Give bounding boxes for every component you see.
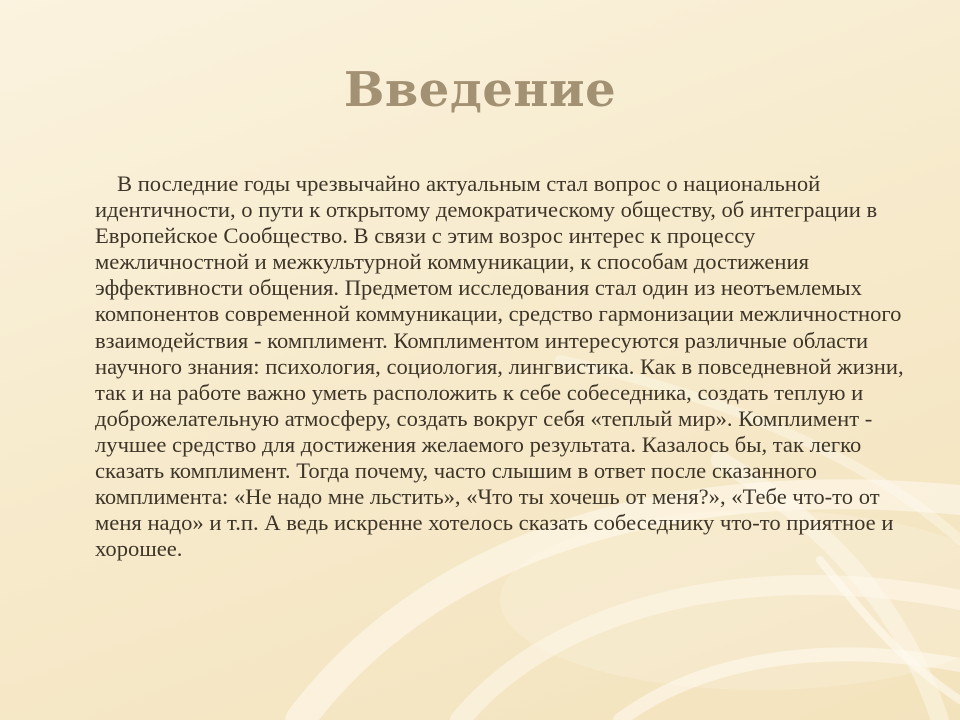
slide-body-text: В последние годы чрезвычайно актуальным стал вопрос о национальной идентичности, о пути к открытому демократическому обществу, об интеграции в Европейское Сообщество. В связи с этим возрос интерес к процессу межличностной и межкультурной коммуникации, к способам достижения эффективности общения. Предметом исследования стал один из неотъемлемых компонентов современной коммуникации, средство гармонизации межличностного взаимодействия - комплимент. Комплиментом интересуются различные области научного знания: психология, социология, лингвистика. Как в повседневной жизни, так и на работе важно уметь расположить к себе собеседника, создать теплую и доброжелательную атмосферу, создать вокруг себя «теплый мир». Комплимент - лучшее средство для достижения желаемого результата. Казалось бы, так легко сказать комплимент. Тогда почему, часто слышим в ответ после сказанного комплимента: «Не надо мне льстить», «Что ты хочешь от меня?», «Тебе что-то от меня надо» и т.п. А ведь искренне хотелось сказать собеседнику что-то приятное и хорошее. bbox=[95, 171, 904, 562]
slide-title: Введение bbox=[343, 62, 617, 118]
